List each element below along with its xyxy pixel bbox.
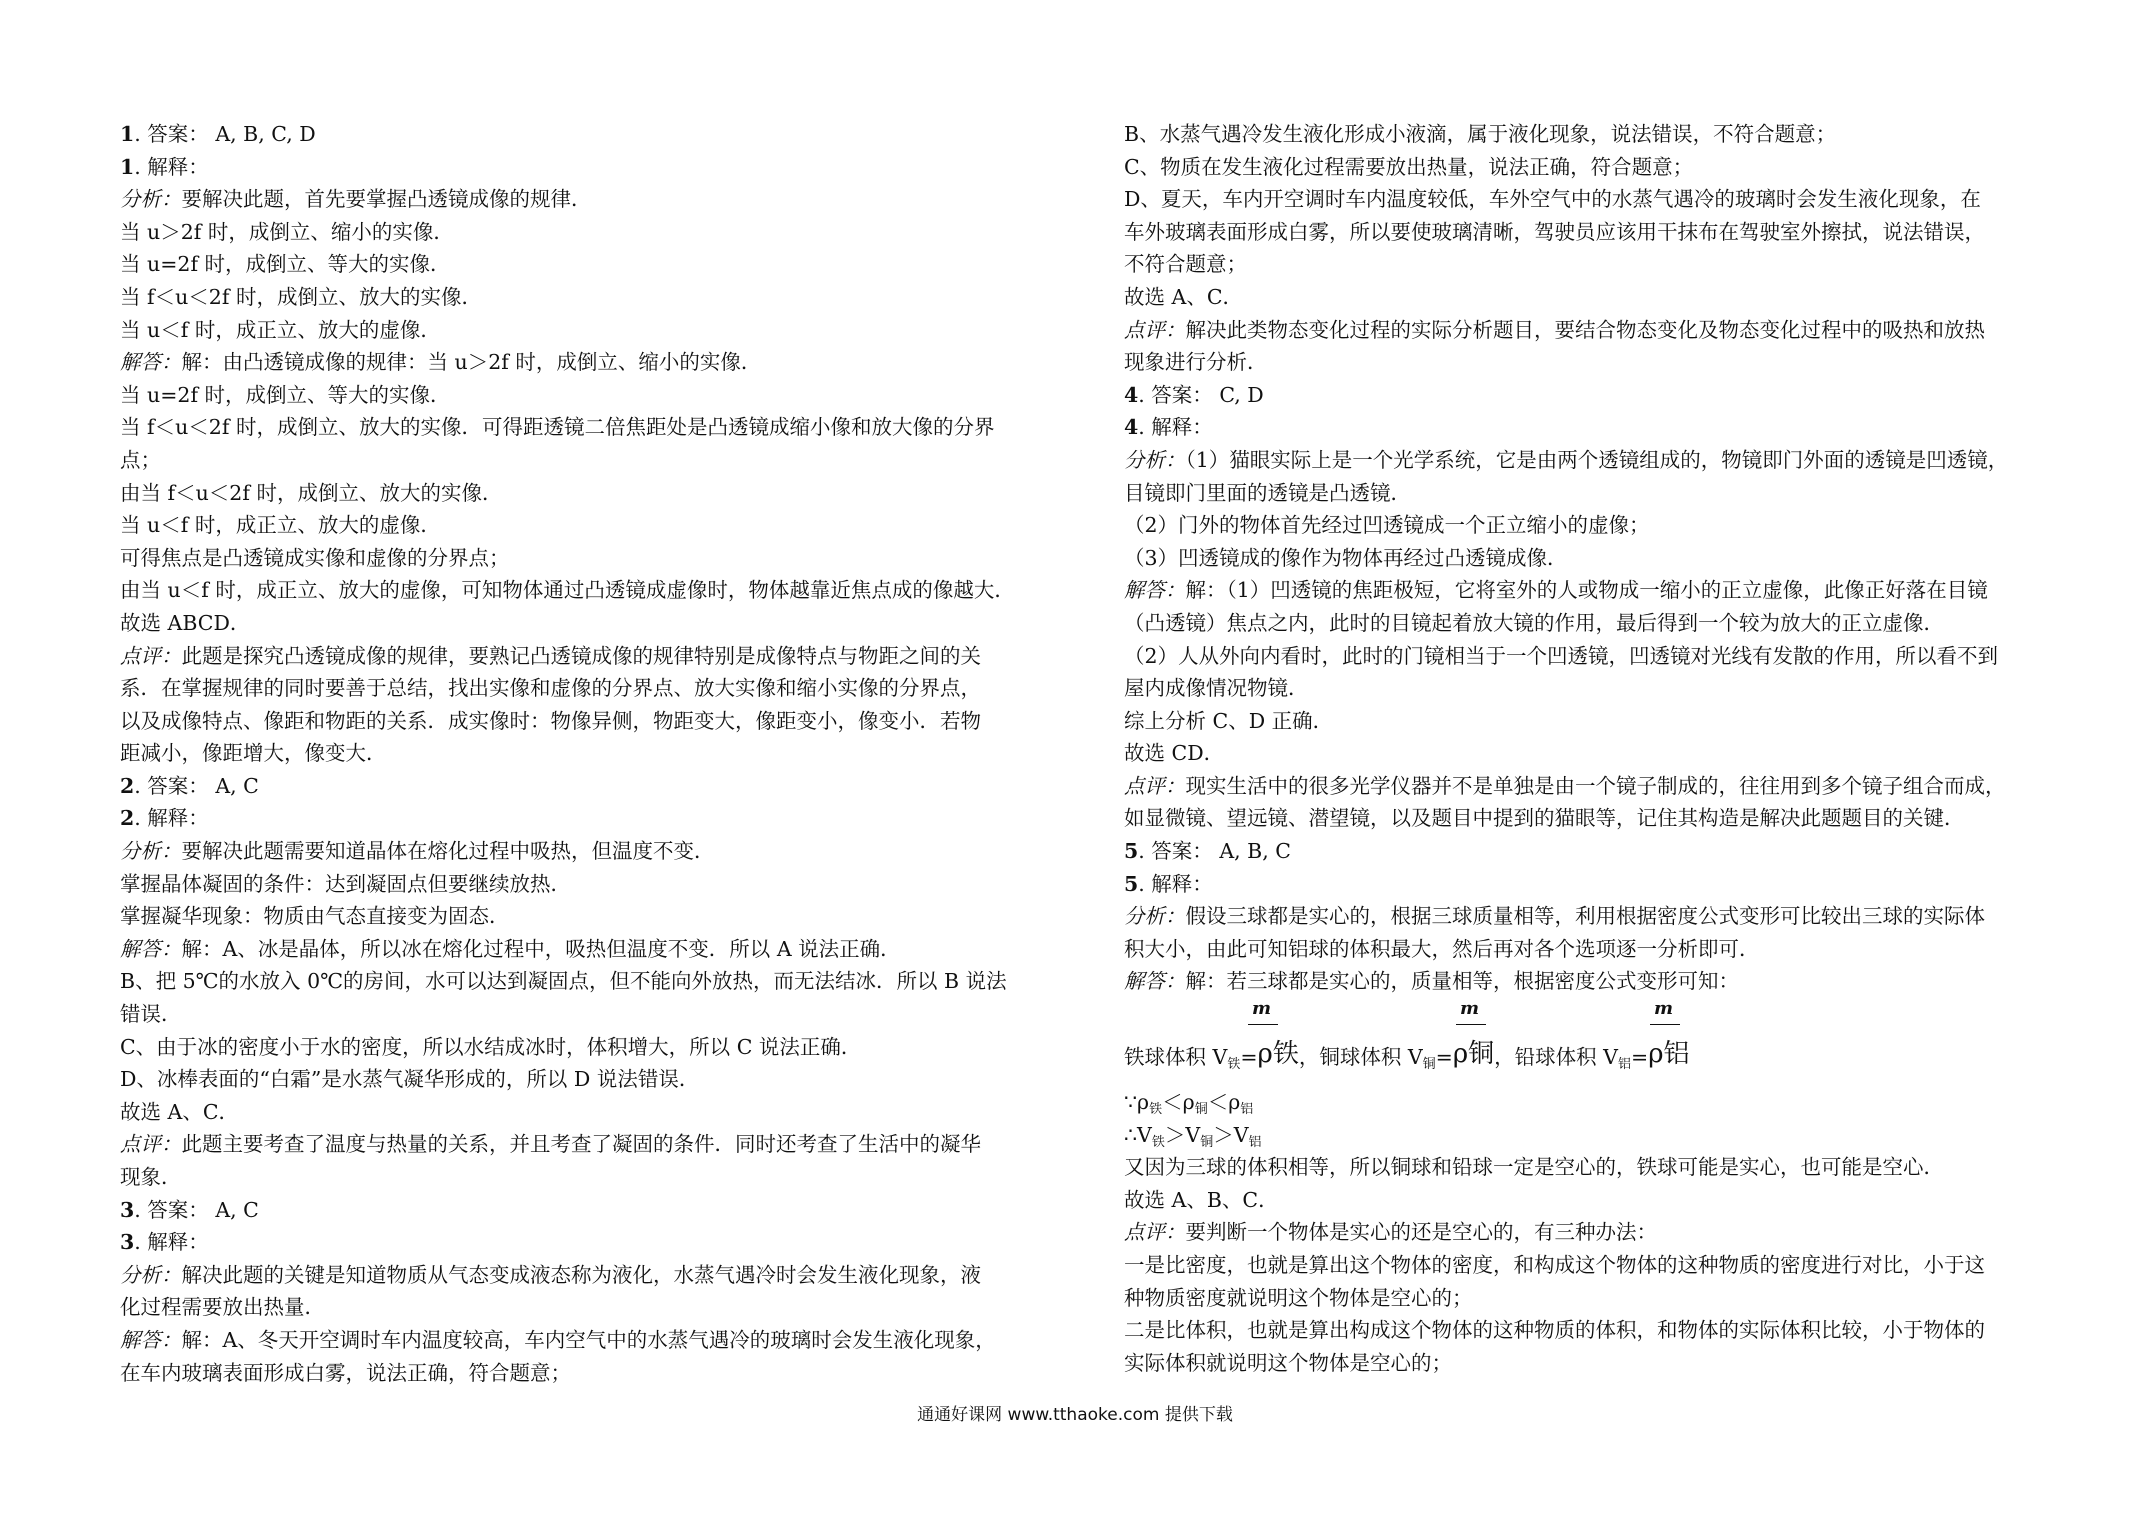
line-text: 当 u=2f 时，成倒立、等大的实像． — [120, 252, 451, 277]
line-text: 种物质密度就说明这个物体是空心的； — [1124, 1285, 1473, 1310]
question-number: 1 — [120, 154, 135, 179]
text-line — [120, 477, 1048, 510]
text-line — [1124, 574, 2060, 607]
text-line — [1124, 151, 2060, 184]
line-text: 要解决此题需要知道晶体在熔化过程中吸热，但温度不变． — [181, 839, 715, 864]
line-text: 假设三球都是实心的，根据三球质量相等，利用根据密度公式变形可比较出三球的实际体 — [1185, 904, 1985, 929]
line-text: . 答案： A, B, C, D — [134, 122, 316, 146]
text-line — [1124, 118, 2060, 151]
line-text: 二是比体积，也就是算出构成这个物体的这种物质的体积，和物体的实际体积比较，小于物体的 — [1124, 1318, 1985, 1343]
text-line — [120, 1128, 1048, 1161]
question-number: 1 — [120, 122, 135, 146]
question-number: 2 — [120, 806, 135, 831]
text-line — [1124, 868, 2060, 901]
line-text: 现象． — [120, 1165, 182, 1189]
section-label: 点评： — [1124, 773, 1186, 798]
line-text: 故选 A、C． — [1124, 284, 1244, 309]
text-line — [1124, 965, 2060, 998]
left-column — [120, 118, 1048, 1389]
text-line — [120, 379, 1048, 412]
volume-formula-text: 铁球体积 $V_铁=\rho$铁，铜球体积 $V_铜=\rho$铜，铅球体积 $V_铝=\rho$铝 — [1124, 1039, 1690, 1073]
text-line — [1124, 281, 2060, 314]
line-text: 不符合题意； — [1124, 252, 1247, 277]
line-text: 一是比密度，也就是算出这个物体的密度，和构成这个物体的这种物质的密度进行对比，小于这 — [1124, 1253, 1985, 1277]
line-text: （1）猫眼实际上是一个光学系统，它是由两个透镜组成的，物镜即门外面的透镜是凹透镜， — [1185, 447, 2009, 472]
text-line — [1124, 1151, 2060, 1184]
line-text: 化过程需要放出热量． — [120, 1295, 325, 1320]
text-line — [1124, 705, 2060, 738]
line-text: 解：由凸透镜成像的规律：当 u＞2f 时，成倒立、缩小的实像． — [181, 350, 762, 375]
text-line — [120, 151, 1048, 184]
line-text: D、夏天，车内开空调时车内温度较低，车外空气中的水蒸气遇冷的玻璃时会发生液化现象，在 — [1124, 187, 1981, 212]
text-line — [120, 1194, 1048, 1227]
line-text: 故选 A、C． — [120, 1099, 240, 1124]
fraction-bar — [1248, 1024, 1278, 1025]
text-line — [120, 1259, 1048, 1292]
text-line — [1124, 1184, 2060, 1217]
line-text: 解：若三球都是实心的，质量相等，根据密度公式变形可知： — [1185, 969, 1739, 994]
line-text: . 解释： — [1138, 871, 1213, 896]
line-text: 此题是探究凸透镜成像的规律，要熟记凸透镜成像的规律特别是成像特点与物距之间的关 — [181, 643, 981, 668]
text-line — [120, 607, 1048, 640]
line-text: 解决此题的关键是知道物质从气态变成液态称为液化，水蒸气遇冷时会发生液化现象，液 — [181, 1262, 981, 1287]
text-line — [1124, 346, 2060, 379]
text-line — [120, 346, 1048, 379]
line-text: 综上分析 C、D 正确． — [1124, 708, 1334, 733]
text-line — [1124, 770, 2060, 803]
volume-formula-row — [1124, 998, 2060, 1086]
text-line — [120, 802, 1048, 835]
line-text: 故选 A、B、C． — [1124, 1187, 1279, 1212]
line-text: （3）凹透镜成的像作为物体再经过凸透镜成像． — [1124, 545, 1568, 570]
line-text: 积大小，由此可知铝球的体积最大，然后再对各个选项逐一分析即可． — [1124, 936, 1760, 961]
text-line — [120, 965, 1048, 998]
line-text: 当 f＜u＜2f 时，成倒立、放大的实像． — [120, 284, 482, 309]
line-text: 解：A、冬天开空调时车内温度较高，车内空气中的水蒸气遇冷的玻璃时会发生液化现象， — [181, 1327, 996, 1352]
text-line — [1124, 1347, 2060, 1380]
line-text: C、由于冰的密度小于水的密度，所以水结成冰时，体积增大，所以 C 说法正确． — [120, 1034, 862, 1059]
text-line — [1124, 509, 2060, 542]
line-text: 当 u＜f 时，成正立、放大的虚像． — [120, 317, 441, 342]
line-text: . 答案： C, D — [1138, 382, 1264, 407]
text-line — [120, 933, 1048, 966]
text-line — [120, 770, 1048, 803]
text-line — [1124, 542, 2060, 575]
line-text: 现象进行分析． — [1124, 350, 1268, 375]
question-number: 4 — [1124, 415, 1139, 440]
line-text: 当 u＞2f 时，成倒立、缩小的实像． — [120, 219, 454, 244]
text-line — [120, 216, 1048, 249]
text-line — [120, 281, 1048, 314]
line-text: 当 f＜u＜2f 时，成倒立、放大的实像．可得距透镜二倍焦距处是凸透镜成缩小像和放大像的分界 — [120, 415, 995, 440]
text-line — [1124, 248, 2060, 281]
line-text: 掌握凝华现象：物质由气态直接变为固态． — [120, 904, 510, 929]
line-text: B、把 5℃的水放入 0℃的房间，水可以达到凝固点，但不能向外放热，而无法结冰．所以 B 说法 — [120, 969, 1007, 994]
section-label: 点评： — [1124, 1220, 1186, 1245]
text-line — [1124, 1282, 2060, 1315]
line-text: 可得焦点是凸透镜成实像和虚像的分界点； — [120, 545, 510, 570]
line-text: 解：（1）凹透镜的焦距极短，它将室外的人或物成一缩小的正立虚像，此像正好落在目镜 — [1185, 578, 1988, 603]
text-line — [1124, 802, 2060, 835]
fraction-numerator-m: m — [1460, 998, 1480, 1020]
text-line — [120, 737, 1048, 770]
line-text: 此题主要考查了温度与热量的关系，并且考查了凝固的条件．同时还考查了生活中的凝华 — [181, 1132, 981, 1157]
text-line — [120, 1291, 1048, 1324]
line-text: 由当 u＜f 时，成正立、放大的虚像，可知物体通过凸透镜成虚像时，物体越靠近焦点成的像越大． — [120, 578, 1015, 603]
text-line — [120, 705, 1048, 738]
line-text: . 答案： A, C — [134, 1197, 259, 1222]
text-line — [1124, 411, 2060, 444]
line-text: 由当 f＜u＜2f 时，成倒立、放大的实像． — [120, 480, 503, 505]
text-line — [120, 640, 1048, 673]
density-inequality: $\because\rho_铁<\rho_铜<\rho_铝$ — [1124, 1090, 1254, 1118]
text-line — [1124, 1249, 2060, 1282]
question-number: 3 — [120, 1197, 135, 1222]
line-text: 车外玻璃表面形成白雾，所以要使玻璃清晰，驾驶员应该用干抹布在驾驶室外擦拭，说法错误， — [1124, 219, 1985, 244]
line-text: 点； — [120, 447, 161, 472]
section-label: 解答： — [1124, 578, 1186, 603]
section-label: 分析： — [120, 1262, 182, 1287]
text-line — [1124, 737, 2060, 770]
text-line — [120, 868, 1048, 901]
text-line — [120, 542, 1048, 575]
line-text: （2）人从外向内看时，此时的门镜相当于一个凹透镜，凹透镜对光线有发散的作用，所以看不到 — [1124, 643, 1999, 668]
section-label: 分析： — [1124, 447, 1186, 472]
line-text: 又因为三球的体积相等，所以铜球和铅球一定是空心的，铁球可能是实心，也可能是空心． — [1124, 1155, 1944, 1180]
text-line — [120, 1063, 1048, 1096]
line-text: 实际体积就说明这个物体是空心的； — [1124, 1350, 1452, 1375]
line-text: （凸透镜）焦点之内，此时的目镜起着放大镜的作用，最后得到一个较为放大的正立虚像． — [1124, 610, 1944, 635]
text-line — [120, 835, 1048, 868]
question-number: 5 — [1124, 871, 1139, 896]
text-line — [1124, 672, 2060, 705]
text-line — [120, 574, 1048, 607]
text-line — [120, 248, 1048, 281]
text-line — [1124, 444, 2060, 477]
text-line — [1124, 314, 2060, 347]
page-footer: 通通好课网 www.tthaoke.com 提供下载 — [917, 1405, 1233, 1425]
text-line — [120, 1324, 1048, 1357]
line-text: 解决此类物态变化过程的实际分析题目，要结合物态变化及物态变化过程中的吸热和放热 — [1185, 317, 1985, 342]
line-text: 距减小，像距增大，像变大． — [120, 741, 387, 766]
text-line — [1124, 477, 2060, 510]
line-text: . 解释： — [1138, 415, 1213, 440]
line-text: 以及成像特点、像距和物距的关系．成实像时：物像异侧，物距变大，像距变小，像变小．若物 — [120, 708, 981, 733]
section-label: 点评： — [1124, 317, 1186, 342]
line-text: 在车内玻璃表面形成白雾，说法正确，符合题意； — [120, 1360, 571, 1385]
volume-inequality: $\therefore V_铁>V_铜>V_铝$ — [1124, 1122, 1262, 1150]
line-text: （2）门外的物体首先经过凹透镜成一个正立缩小的虚像； — [1124, 513, 1650, 538]
line-text: 如显微镜、望远镜、潜望镜，以及题目中提到的猫眼等，记住其构造是解决此题题目的关键． — [1124, 806, 1965, 831]
section-label: 解答： — [1124, 969, 1186, 994]
line-text: 目镜即门里面的透镜是凸透镜． — [1124, 480, 1411, 505]
question-number: 4 — [1124, 382, 1139, 407]
line-text: . 解释： — [134, 806, 209, 831]
line-text: 故选 CD． — [1124, 741, 1225, 766]
text-line — [120, 998, 1048, 1031]
line-text: . 答案： A, C — [134, 773, 259, 798]
text-line — [1124, 607, 2060, 640]
text-line — [1124, 183, 2060, 216]
line-text: 屋内成像情况物镜． — [1124, 676, 1309, 701]
text-line — [120, 411, 1048, 444]
question-number: 3 — [120, 1230, 135, 1255]
text-line — [1124, 900, 2060, 933]
section-label: 点评： — [120, 643, 182, 668]
section-label: 解答： — [120, 350, 182, 375]
line-text: 系．在掌握规律的同时要善于总结，找出实像和虚像的分界点、放大实像和缩小实像的分界点， — [120, 676, 981, 701]
text-line — [120, 509, 1048, 542]
text-line — [120, 1031, 1048, 1064]
line-text: 故选 ABCD． — [120, 610, 251, 635]
text-line — [120, 672, 1048, 705]
text-line — [1124, 379, 2060, 412]
fraction-numerator-m: m — [1654, 998, 1674, 1020]
section-label: 分析： — [120, 839, 182, 864]
text-line — [120, 118, 1048, 151]
text-line — [120, 1226, 1048, 1259]
line-text: B、水蒸气遇冷发生液化形成小液滴，属于液化现象，说法错误，不符合题意； — [1124, 122, 1837, 146]
line-text: 当 u=2f 时，成倒立、等大的实像． — [120, 382, 451, 407]
line-text: 要解决此题，首先要掌握凸透镜成像的规律． — [181, 187, 592, 212]
right-column — [1124, 118, 2060, 1379]
text-line — [1124, 216, 2060, 249]
text-line — [120, 444, 1048, 477]
fraction-numerator-m: m — [1252, 998, 1272, 1020]
line-text: 现实生活中的很多光学仪器并不是单独是由一个镜子制成的，往往用到多个镜子组合而成， — [1185, 773, 2006, 798]
section-label: 分析： — [1124, 904, 1186, 929]
fraction-bar — [1456, 1024, 1486, 1025]
line-text: . 答案： A, B, C — [1138, 839, 1291, 864]
line-text: . 解释： — [134, 1230, 209, 1255]
question-number: 5 — [1124, 839, 1139, 864]
fraction-bar — [1650, 1024, 1680, 1025]
text-line — [120, 1357, 1048, 1390]
text-line — [120, 900, 1048, 933]
line-text: . 解释： — [134, 154, 209, 179]
right-column-part-b — [1124, 1151, 2060, 1379]
section-label: 分析： — [120, 187, 182, 212]
text-line — [1124, 640, 2060, 673]
line-text: 解：A、冰是晶体，所以冰在熔化过程中，吸热但温度不变．所以 A 说法正确． — [181, 936, 901, 961]
section-label: 点评： — [120, 1132, 182, 1157]
text-line — [120, 183, 1048, 216]
line-text: 错误． — [120, 1002, 182, 1027]
line-text: 当 u＜f 时，成正立、放大的虚像． — [120, 513, 441, 538]
text-line — [120, 1096, 1048, 1129]
text-line — [1124, 835, 2060, 868]
line-text: 要判断一个物体是实心的还是空心的，有三种办法： — [1185, 1220, 1657, 1245]
line-text: C、物质在发生液化过程需要放出热量，说法正确，符合题意； — [1124, 154, 1694, 179]
text-line — [1124, 933, 2060, 966]
text-line — [1124, 1314, 2060, 1347]
line-text: 掌握晶体凝固的条件：达到凝固点但要继续放热． — [120, 871, 571, 896]
text-line — [1124, 1216, 2060, 1249]
question-number: 2 — [120, 773, 135, 798]
section-label: 解答： — [120, 1327, 182, 1352]
section-label: 解答： — [120, 936, 182, 961]
text-line — [120, 314, 1048, 347]
right-column-part-a — [1124, 118, 2060, 998]
line-text: D、冰棒表面的“白霜”是水蒸气凝华形成的，所以 D 说法错误． — [120, 1067, 700, 1092]
text-line — [120, 1161, 1048, 1194]
